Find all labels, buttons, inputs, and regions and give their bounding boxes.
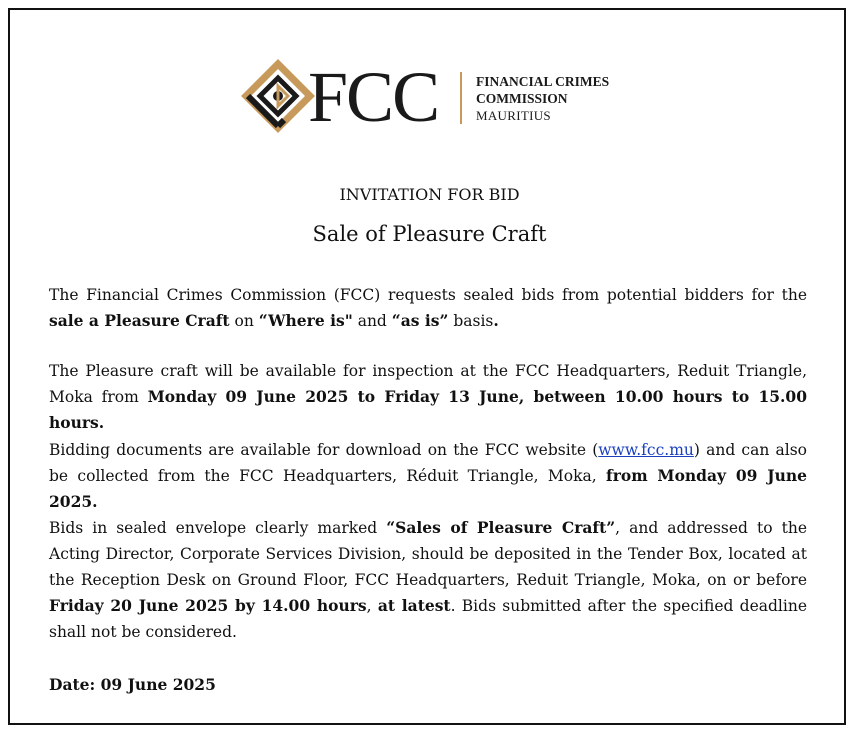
paragraph-inspection (49, 358, 807, 436)
logo-divider (460, 72, 462, 124)
logo-line-2: COMMISSION (476, 91, 568, 106)
diamond-logo-icon (238, 56, 318, 138)
p3-text-a: Bidding documents are available for download on the FCC website ( (49, 441, 599, 459)
p1-text-e: and (352, 312, 392, 330)
logo-line-3: MAURITIUS (476, 108, 551, 123)
document-subtitle: Sale of Pleasure Craft (312, 222, 547, 246)
p3-bold-date: from Monday 09 June 2025. (49, 466, 807, 511)
p1-bold-period: . (493, 311, 499, 330)
p4-bold-deadline: Friday 20 June 2025 by 14.00 hours (49, 596, 367, 615)
p4-bold-marking: “Sales of Pleasure Craft” (386, 518, 616, 537)
p1-bold-sale: sale a Pleasure Craft (49, 311, 230, 330)
p1-bold-where-is: “Where is" (258, 311, 353, 330)
logo-line-1: FINANCIAL CRIMES (476, 74, 610, 89)
p4-text-a: Bids in sealed envelope clearly marked (49, 519, 387, 537)
p4-text-c: , and addressed to the Acting Director, Corporate Services Division, should be deposited in the Tender Box, located at the Reception Desk on Ground Floor, FCC Headquarters, Reduit Triangle, Moka, on or before (49, 519, 807, 589)
website-link[interactable]: www.fcc.mu (598, 441, 694, 459)
p3-text-b: ) and can also be collected from the FCC Headquarters, Réduit Triangle, Moka, (49, 441, 807, 485)
document-date (49, 672, 807, 698)
date-label: Date: 09 June 2025 (49, 675, 216, 694)
p1-text-a: The Financial Crimes Commission (FCC) requests sealed bids from potential bidders for the (49, 286, 807, 304)
paragraph-documents (49, 437, 807, 515)
p1-text-c: on (229, 312, 259, 330)
paragraph-submission (49, 515, 807, 645)
p4-bold-at-latest: at latest (377, 596, 451, 615)
p2-bold-dates: Monday 09 June 2025 to Friday 13 June, between 10.00 hours to 15.00 hours. (49, 387, 807, 432)
fcc-logo (238, 56, 618, 138)
p1-text-g: basis (448, 312, 494, 330)
paragraph-request (49, 282, 807, 334)
p1-bold-as-is: “as is” (391, 311, 449, 330)
logo-fcc-text: FCC (308, 57, 439, 137)
document-title: INVITATION FOR BID (339, 185, 520, 204)
logo-text-block (476, 73, 609, 124)
p4-text-g: . Bids submitted after the specified deadline shall not be considered. (49, 597, 807, 641)
p4-text-e: , (366, 597, 378, 615)
p2-text-a: The Pleasure craft will be available for inspection at the FCC Headquarters, Reduit Triangle, Moka from (49, 362, 807, 406)
